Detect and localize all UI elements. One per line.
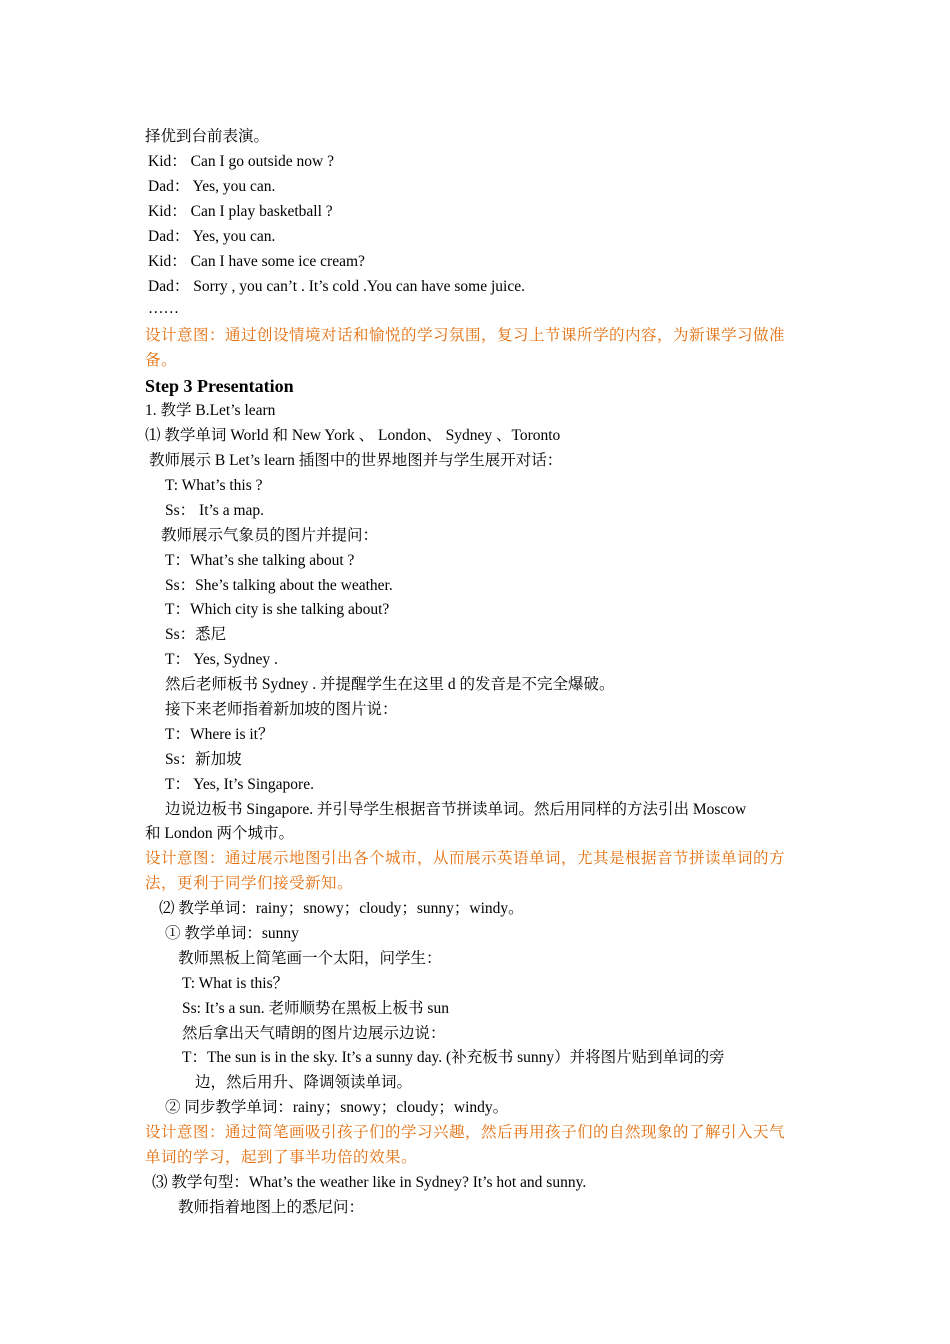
dialogue-line: T：What’s she talking about ? — [165, 552, 355, 569]
text-line: ① 教学单词：sunny — [165, 925, 299, 942]
dialogue-line: T：Which city is she talking about? — [165, 601, 390, 618]
design-intent-note: 设计意图：通过简笔画吸引孩子们的学习兴趣，然后再用孩子们的自然现象的了解引入天气 — [145, 1124, 786, 1141]
design-intent-note: 设计意图：通过创设情境对话和愉悦的学习氛围，复习上节课所学的内容，为新课学习做准 — [145, 327, 786, 344]
text-line: 教师黑板上简笔画一个太阳，问学生： — [178, 950, 442, 967]
dialogue-line: T: What’s this ? — [165, 477, 263, 494]
dialogue-line: T：The sun is in the sky. It’s a sunny day. (补充板书 sunny）并将图片贴到单词的旁 — [182, 1049, 725, 1066]
text-line: 接下来老师指着新加坡的图片说： — [165, 701, 398, 718]
dialogue-line: Dad： Yes, you can. — [148, 228, 276, 245]
dialogue-line: Ss：新加坡 — [165, 751, 242, 768]
text-line: 教师展示气象员的图片并提问： — [161, 527, 379, 544]
dialogue-line: Ss：悉尼 — [165, 626, 227, 643]
text-line: 和 London 两个城市。 — [145, 825, 294, 842]
dialogue-line: T: What is this？ — [182, 975, 289, 992]
dialogue-line: Kid： Can I play basketball ? — [148, 203, 333, 220]
dialogue-line: Kid： Can I have some ice cream? — [148, 253, 365, 270]
dialogue-line: Ss：She’s talking about the weather. — [165, 577, 393, 594]
text-line: ② 同步教学单词：rainy；snowy；cloudy；windy。 — [165, 1099, 509, 1116]
design-intent-note: 法，更利于同学们接受新知。 — [145, 875, 354, 892]
dialogue-line: Dad： Sorry , you can’t . It’s cold .You can have some juice. — [148, 278, 525, 295]
design-intent-note: 设计意图：通过展示地图引出各个城市，从而展示英语单词，尤其是根据音节拼读单词的方 — [145, 850, 786, 867]
dialogue-line: T： Yes, Sydney . — [165, 651, 278, 668]
text-line: 择优到台前表演。 — [145, 128, 270, 145]
text-line: 边，然后用升、降调领读单词。 — [195, 1074, 413, 1091]
ellipsis: …… — [148, 300, 179, 317]
design-intent-note: 备。 — [145, 352, 178, 369]
design-intent-note: 单词的学习，起到了事半功倍的效果。 — [145, 1149, 418, 1166]
text-line: 1. 教学 B.Let’s learn — [145, 402, 276, 419]
dialogue-line: Kid： Can I go outside now ? — [148, 153, 334, 170]
text-line: 教师展示 B Let’s learn 插图中的世界地图并与学生展开对话： — [149, 452, 563, 469]
section-heading: Step 3 Presentation — [145, 376, 294, 396]
dialogue-line: T： Yes, It’s Singapore. — [165, 776, 314, 793]
text-line: 边说边板书 Singapore. 并引导学生根据音节拼读单词。然后用同样的方法引出 Moscow — [165, 801, 747, 818]
dialogue-line: Ss： It’s a map. — [165, 502, 265, 519]
dialogue-line: T：Where is it？ — [165, 726, 274, 743]
text-line: 然后老师板书 Sydney . 并提醒学生在这里 d 的发音是不完全爆破。 — [165, 676, 615, 693]
text-line: 教师指着地图上的悉尼问： — [178, 1199, 365, 1216]
text-line: 然后拿出天气晴朗的图片边展示边说： — [182, 1025, 446, 1042]
text-line: ⑵ 教学单词：rainy；snowy；cloudy；sunny；windy。 — [159, 900, 524, 917]
text-line: ⑶ 教学句型：What’s the weather like in Sydney? It’s hot and sunny. — [152, 1174, 587, 1191]
dialogue-line: Dad： Yes, you can. — [148, 178, 276, 195]
text-line: ⑴ 教学单词 World 和 New York 、 London、 Sydney 、Toronto — [145, 427, 561, 444]
dialogue-line: Ss: It’s a sun. 老师顺势在黑板上板书 sun — [182, 1000, 449, 1017]
